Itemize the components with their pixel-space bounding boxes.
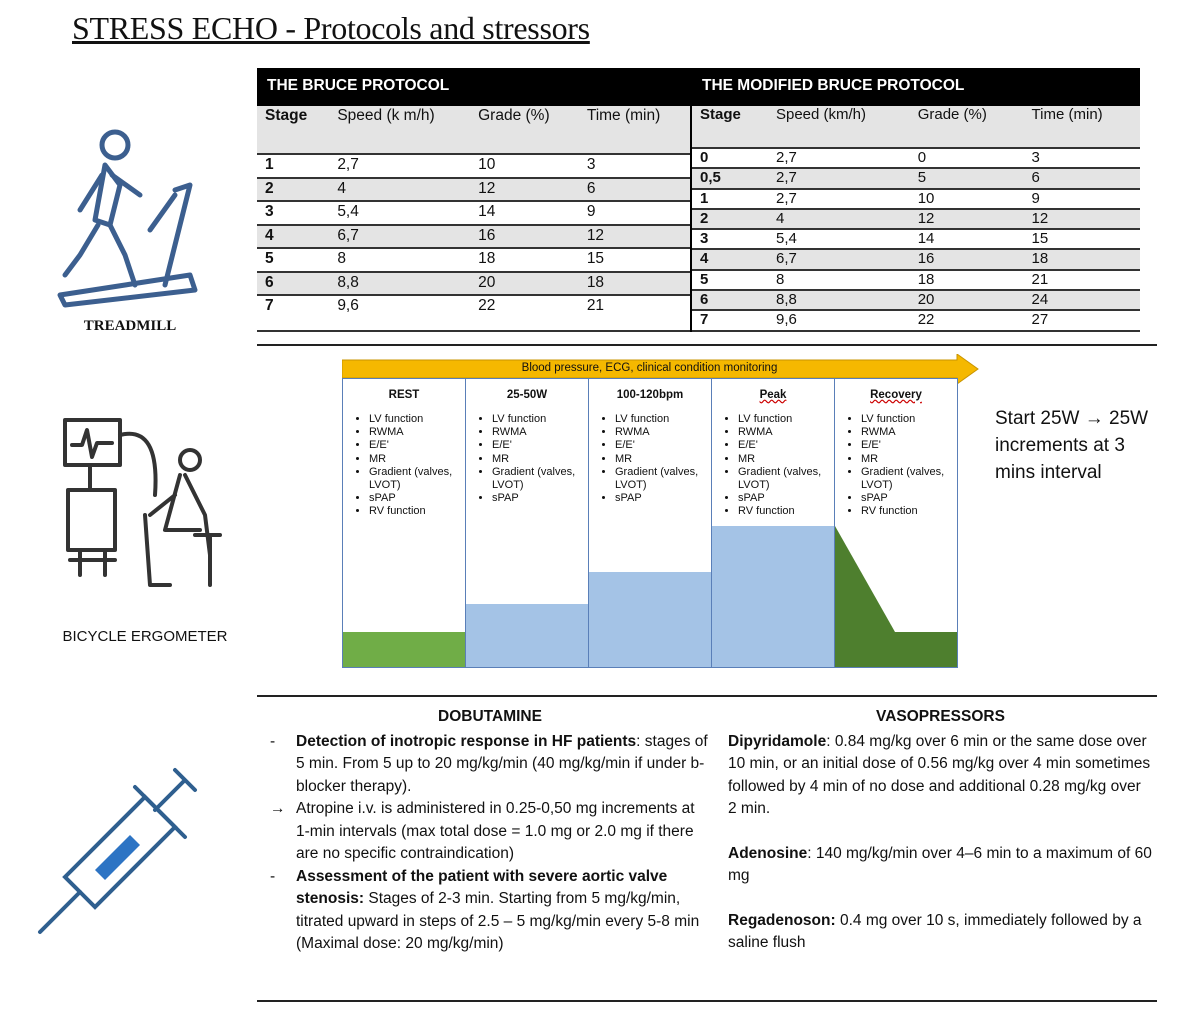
checklist-item: • E/E'	[492, 439, 588, 452]
table-cell: 16	[470, 225, 579, 249]
table-cell: 2,7	[329, 154, 470, 178]
stage-column	[588, 378, 712, 668]
table-cell: 27	[1024, 310, 1140, 330]
table-cell: 2	[257, 178, 329, 202]
item-text: Stages of 2-3 min. Starting from 5 mg/kg/min, titrated upward in steps of 2.5 – 5 mg/kg/min every 5-8 min	[296, 890, 700, 930]
table-cell: 20	[470, 272, 579, 296]
stage-checklist	[861, 413, 957, 519]
stage-level-fill	[466, 604, 588, 667]
column-header: Speed (km/h)	[768, 106, 910, 148]
table-row	[692, 148, 1140, 168]
table-cell: 6	[692, 290, 768, 310]
stage-level-fill	[589, 572, 711, 667]
checklist-item: • RWMA	[738, 426, 834, 439]
monitoring-arrow-label: Blood pressure, ECG, clinical condition monitoring	[521, 362, 778, 374]
table-cell: 8	[329, 248, 470, 272]
drug-dose: : 0.84 mg/kg over 6 min or the same dose over 10 min, or an initial dose of 0.56 mg/kg over 4 min sometimes followed by 4 min of no dose and additional 0.28 mg/kg over 2 min.	[728, 732, 1151, 817]
drug-name: Regadenoson:	[728, 911, 836, 929]
checklist-item: • Gradient (valves, LVOT)	[738, 466, 834, 492]
checklist-item: • LV function	[738, 413, 834, 426]
table-cell: 6	[1024, 168, 1140, 188]
bicycle-label: BICYCLE ERGOMETER	[62, 628, 228, 645]
table-row	[692, 189, 1140, 209]
table-row	[692, 310, 1140, 330]
table-cell: 12	[470, 178, 579, 202]
page-title: STRESS ECHO - Protocols and stressors	[72, 10, 590, 46]
table-row	[257, 248, 690, 272]
table-cell: 7	[257, 295, 329, 331]
table-cell: 3	[257, 201, 329, 225]
table-cell: 5	[257, 248, 329, 272]
stage-title: 25-50W	[506, 389, 548, 401]
table-cell: 1	[692, 189, 768, 209]
table-row	[257, 154, 690, 178]
table-cell: 9	[1024, 189, 1140, 209]
checklist-item: • E/E'	[615, 439, 711, 452]
table-cell: 6	[579, 178, 690, 202]
table-cell: 3	[692, 229, 768, 249]
checklist-item: • E/E'	[369, 439, 465, 452]
column-header: Speed (k m/h)	[329, 106, 470, 154]
stage-checklist	[369, 413, 465, 519]
checklist-item: • RV function	[738, 505, 834, 518]
checklist-item: • sPAP	[369, 492, 465, 505]
column-header: Grade (%)	[470, 106, 579, 154]
checklist-item: • RV function	[369, 505, 465, 518]
dobutamine-footer: (Maximal dose: 20 mg/kg/min)	[296, 935, 504, 952]
table-cell: 9,6	[329, 295, 470, 331]
stage-column	[342, 378, 466, 668]
stage-checklist	[492, 413, 588, 505]
table-cell: 16	[910, 249, 1024, 269]
checklist-item: • LV function	[369, 413, 465, 426]
table-cell: 10	[910, 189, 1024, 209]
checklist-item: • Gradient (valves, LVOT)	[369, 466, 465, 492]
vasopressor-item	[728, 731, 1153, 821]
stage-level-fill	[343, 632, 465, 667]
divider	[257, 344, 1157, 346]
syringe-icon	[35, 760, 215, 940]
table-cell: 18	[579, 272, 690, 296]
table-row	[692, 209, 1140, 229]
dobutamine-heading: DOBUTAMINE	[438, 708, 542, 725]
checklist-item: • Gradient (valves, LVOT)	[492, 466, 588, 492]
dobutamine-item	[270, 731, 710, 799]
table-cell: 4	[329, 178, 470, 202]
table-cell: 15	[1024, 229, 1140, 249]
modified-bruce-table	[690, 68, 1140, 332]
table-row	[257, 201, 690, 225]
table-cell: 18	[470, 248, 579, 272]
drug-dose: : 140 mg/kg/min over 4–6 min to a maximum of 60 mg	[728, 844, 1152, 884]
stage-title: Peak	[759, 389, 787, 401]
bruce-table	[257, 68, 690, 332]
modified-bruce-title: THE MODIFIED BRUCE PROTOCOL	[692, 68, 1140, 106]
checklist-item: • sPAP	[492, 492, 588, 505]
vasopressors-heading: VASOPRESSORS	[876, 708, 1005, 725]
table-row	[692, 249, 1140, 269]
table-row	[257, 295, 690, 331]
item-text: : stages of 5 min. From 5 up to 20 mg/kg/min (40 mg/kg/min if under b-blocker therapy).	[296, 732, 708, 795]
checklist-item: • Gradient (valves, LVOT)	[861, 466, 957, 492]
checklist-item: • RWMA	[861, 426, 957, 439]
column-header: Time (min)	[1024, 106, 1140, 148]
checklist-item: • RV function	[861, 505, 957, 518]
table-cell: 12	[579, 225, 690, 249]
table-cell: 12	[910, 209, 1024, 229]
checklist-item: • Gradient (valves, LVOT)	[615, 466, 711, 492]
checklist-item: • sPAP	[861, 492, 957, 505]
table-header-row	[692, 106, 1140, 148]
column-header: Stage	[692, 106, 768, 148]
table-cell: 4	[692, 249, 768, 269]
item-marker: -	[270, 732, 276, 750]
stage-level-fill	[712, 526, 834, 667]
table-cell: 10	[470, 154, 579, 178]
table-cell: 2,7	[768, 168, 910, 188]
table-cell: 21	[579, 295, 690, 331]
checklist-item: • MR	[615, 453, 711, 466]
column-header: Stage	[257, 106, 329, 154]
item-marker: -	[270, 867, 276, 885]
table-cell: 6,7	[329, 225, 470, 249]
table-cell: 18	[1024, 249, 1140, 269]
drug-name: Adenosine	[728, 844, 808, 862]
stage-title: Recovery	[870, 389, 922, 401]
checklist-item: • E/E'	[861, 439, 957, 452]
stage-title: REST	[388, 389, 420, 401]
drug-name: Dipyridamole	[728, 732, 827, 750]
dobutamine-item	[270, 798, 710, 866]
table-cell: 4	[257, 225, 329, 249]
checklist-item: • LV function	[861, 413, 957, 426]
table-row	[257, 225, 690, 249]
stage-checklist	[738, 413, 834, 519]
table-cell: 15	[579, 248, 690, 272]
table-cell: 0,5	[692, 168, 768, 188]
dobutamine-item	[270, 866, 710, 934]
vasopressor-item	[728, 843, 1153, 888]
table-cell: 8	[768, 270, 910, 290]
table-row	[257, 178, 690, 202]
table-header-row	[257, 106, 690, 154]
table-cell: 8,8	[329, 272, 470, 296]
table-cell: 1	[257, 154, 329, 178]
column-header: Time (min)	[579, 106, 690, 154]
table-cell: 9,6	[768, 310, 910, 330]
table-cell: 24	[1024, 290, 1140, 310]
stage-column	[711, 378, 835, 668]
table-cell: 20	[910, 290, 1024, 310]
treadmill-icon	[50, 125, 200, 310]
checklist-item: • RWMA	[492, 426, 588, 439]
dobutamine-section	[270, 706, 710, 956]
checklist-item: • RWMA	[369, 426, 465, 439]
checklist-item: • MR	[738, 453, 834, 466]
stage-title: 100-120bpm	[616, 389, 684, 401]
table-row	[692, 229, 1140, 249]
table-cell: 6,7	[768, 249, 910, 269]
table-cell: 5,4	[768, 229, 910, 249]
checklist-item: • E/E'	[738, 439, 834, 452]
table-cell: 5,4	[329, 201, 470, 225]
checklist-item: • sPAP	[615, 492, 711, 505]
table-row	[692, 290, 1140, 310]
table-cell: 14	[470, 201, 579, 225]
table-cell: 22	[910, 310, 1024, 330]
table-cell: 9	[579, 201, 690, 225]
table-cell: 5	[692, 270, 768, 290]
table-cell: 2,7	[768, 189, 910, 209]
divider	[257, 1000, 1157, 1002]
table-cell: 3	[1024, 148, 1140, 168]
table-row	[692, 270, 1140, 290]
stage-level-fill	[835, 632, 957, 667]
recovery-decline-fill	[835, 526, 895, 632]
table-cell: 21	[1024, 270, 1140, 290]
drug-dose: 0.4 mg over 10 s, immediately followed by a saline flush	[728, 911, 1142, 951]
table-cell: 18	[910, 270, 1024, 290]
table-cell: 0	[692, 148, 768, 168]
table-cell: 4	[768, 209, 910, 229]
bruce-title: THE BRUCE PROTOCOL	[257, 68, 690, 106]
bicycle-ergometer-icon	[60, 415, 240, 600]
checklist-item: • sPAP	[738, 492, 834, 505]
vasopressor-item	[728, 910, 1153, 955]
checklist-item: • LV function	[615, 413, 711, 426]
table-cell: 2,7	[768, 148, 910, 168]
checklist-item: • MR	[369, 453, 465, 466]
table-cell: 6	[257, 272, 329, 296]
checklist-item: • LV function	[492, 413, 588, 426]
table-cell: 8,8	[768, 290, 910, 310]
checklist-item: • MR	[492, 453, 588, 466]
divider	[257, 695, 1157, 697]
table-row	[257, 272, 690, 296]
table-cell: 0	[910, 148, 1024, 168]
table-cell: 7	[692, 310, 768, 330]
checklist-item: • RWMA	[615, 426, 711, 439]
vasopressors-section	[728, 706, 1153, 977]
item-text: Atropine i.v. is administered in 0.25-0,50 mg increments at 1-min intervals (max total dose = 1.0 mg or 2.0 mg if there are no specific contraindication)	[296, 800, 695, 862]
treadmill-label: TREADMILL	[83, 318, 177, 334]
item-bold: Assessment of the patient with severe aortic valve stenosis:	[296, 867, 668, 907]
stage-checklist	[615, 413, 711, 505]
stage-column	[465, 378, 589, 668]
table-cell: 12	[1024, 209, 1140, 229]
checklist-item: • MR	[861, 453, 957, 466]
table-cell: 5	[910, 168, 1024, 188]
increment-note: Start 25W → 25W increments at 3 mins interval	[995, 408, 1149, 483]
table-cell: 3	[579, 154, 690, 178]
column-header: Grade (%)	[910, 106, 1024, 148]
table-row	[692, 168, 1140, 188]
item-bold: Detection of inotropic response in HF patients	[296, 732, 637, 750]
stage-column	[834, 378, 958, 668]
table-cell: 2	[692, 209, 768, 229]
table-cell: 14	[910, 229, 1024, 249]
item-marker: →	[270, 800, 286, 817]
table-cell: 22	[470, 295, 579, 331]
